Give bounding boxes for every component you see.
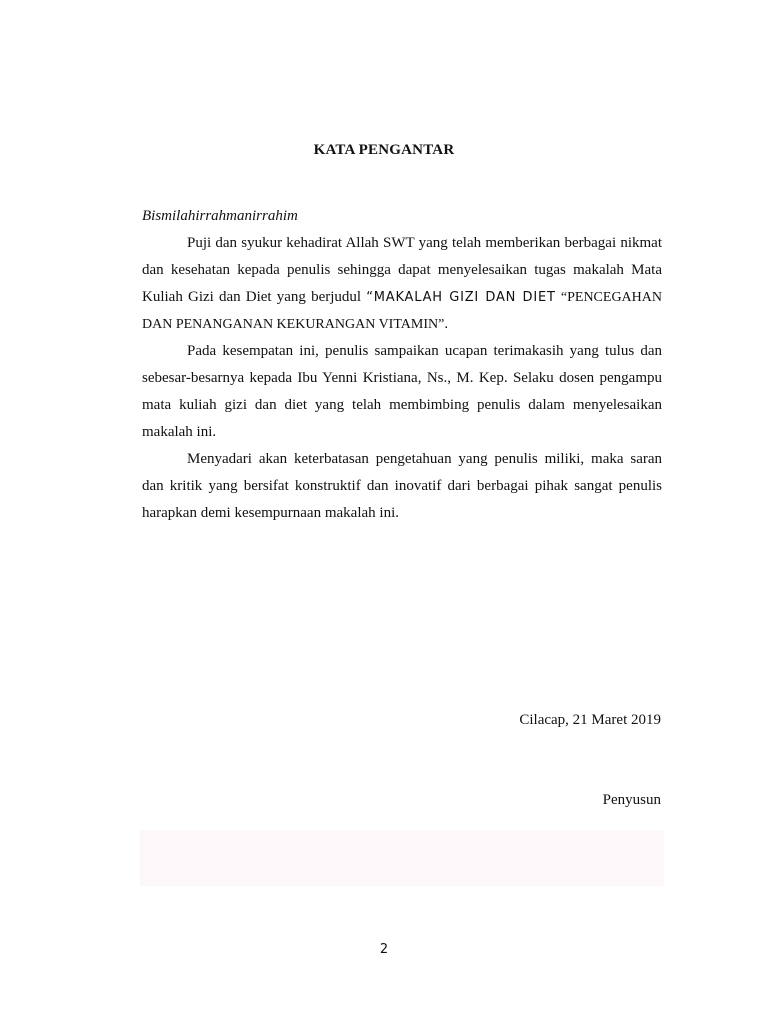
author-label: Penyusun <box>602 792 661 808</box>
makalah-title: “MAKALAH GIZI DAN DIET <box>366 290 556 305</box>
makalah-subtitle: “PENCEGAHAN DAN PENANGANAN KEKURANGAN VITAMIN” <box>142 290 662 332</box>
paragraph-1-text: Puji dan syukur kehadirat Allah SWT yang telah memberikan berbagai nikmat dan kesehatan kepada penulis sehingga dapat menyelesaikan tugas makalah Mata Kuliah Gizi dan Diet yang berjudul <box>142 235 662 305</box>
paragraph-1-end: . <box>444 316 449 332</box>
signature-area <box>140 830 664 886</box>
opening-greeting: Bismilahirrahmanirrahim <box>142 208 298 224</box>
place-date: Cilacap, 21 Maret 2019 <box>519 712 661 728</box>
paragraph-1 <box>142 230 662 338</box>
body-text <box>142 203 662 527</box>
paragraph-2: Pada kesempatan ini, penulis sampaikan ucapan terimakasih yang tulus dan sebesar-besarnya kepada Ibu Yenni Kristiana, Ns., M. Kep. Selaku dosen pengampu mata kuliah gizi dan diet yang telah membimbing penulis dalam menyelesaikan makalah ini. <box>142 343 662 440</box>
page-title: KATA PENGANTAR <box>313 142 455 158</box>
paragraph-3: Menyadari akan keterbatasan pengetahuan yang penulis miliki, maka saran dan kritik yang bersifat konstruktif dan inovatif dari berbagai pihak sangat penulis harapkan demi kesempurnaan makalah ini. <box>142 451 662 521</box>
page-number: 2 <box>379 942 389 957</box>
